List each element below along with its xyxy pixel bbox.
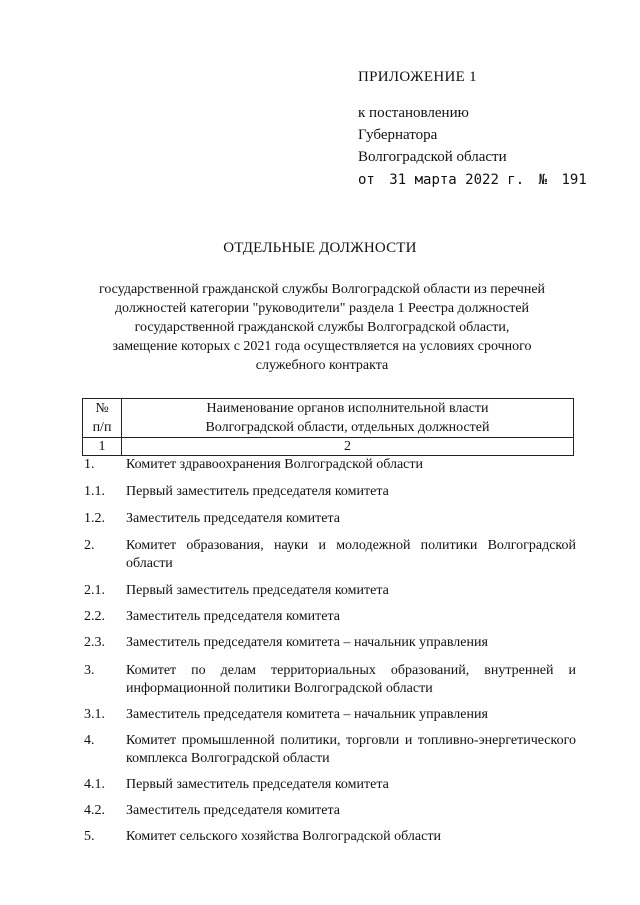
item-text: Комитет сельского хозяйства Волгоградской области <box>126 829 441 844</box>
item-number: 4. <box>84 733 95 748</box>
item-number: 3.1. <box>84 707 105 722</box>
item-number: 1.1. <box>84 484 105 499</box>
number-sign: № <box>538 172 548 188</box>
document-title: ОТДЕЛЬНЫЕ ДОЛЖНОСТИ <box>223 240 417 256</box>
item-number: 2.2. <box>84 609 105 624</box>
item-number: 4.2. <box>84 803 105 818</box>
subtitle-line: государственной гражданской службы Волгоградской области из перечней <box>98 282 546 297</box>
list-item <box>84 582 576 608</box>
subtitle-line: государственной гражданской службы Волгоградской области, <box>134 320 510 335</box>
list-item <box>84 776 576 802</box>
decree-date-line <box>358 172 593 188</box>
item-text: Заместитель председателя комитета – начальник управления <box>126 635 488 650</box>
item-text: Заместитель председателя комитета <box>126 609 340 624</box>
item-text: Первый заместитель председателя комитета <box>126 777 389 792</box>
item-text: Первый заместитель председателя комитета <box>126 484 389 499</box>
item-number: 2. <box>84 538 95 553</box>
header-text: п/п <box>92 420 112 435</box>
item-text: Заместитель председателя комитета – начальник управления <box>126 707 488 722</box>
list-item <box>84 608 576 634</box>
item-text: Комитет здравоохранения Волгоградской области <box>126 457 424 472</box>
item-text: Комитет образования, науки и молодежной политики Волгоградской области <box>126 538 576 571</box>
decree-date: 31 марта 2022 г. <box>389 172 525 188</box>
item-number: 2.3. <box>84 635 105 650</box>
subtitle-line: замещение которых с 2021 года осуществляется на условиях срочного <box>112 339 532 354</box>
list-item <box>84 662 576 706</box>
date-prefix: от <box>358 172 375 188</box>
item-number: 2.1. <box>84 583 105 598</box>
item-text: Комитет по делам территориальных образований, внутренней и информационной политики Волгоградской области <box>126 663 576 696</box>
subtitle-line: служебного контракта <box>255 358 389 373</box>
column-number-cell: 1 <box>83 438 122 456</box>
list-item <box>84 456 576 483</box>
list-item <box>84 510 576 537</box>
item-number: 4.1. <box>84 777 105 792</box>
list-item <box>84 802 576 828</box>
list-item <box>84 732 576 776</box>
item-text: Заместитель председателя комитета <box>126 803 340 818</box>
item-number: 3. <box>84 663 95 678</box>
item-text: Первый заместитель председателя комитета <box>126 583 389 598</box>
document-subtitle <box>72 280 572 375</box>
list-item <box>84 537 576 582</box>
header-cell-number <box>83 399 122 438</box>
list-item <box>84 828 576 852</box>
appendix-line: Волгоградской области <box>358 149 507 165</box>
positions-table-header <box>82 398 574 456</box>
column-number-cell: 2 <box>122 438 574 456</box>
header-text: № <box>95 401 109 416</box>
appendix-line: к постановлению <box>358 105 469 121</box>
list-item <box>84 634 576 662</box>
header-text: Волгоградской области, отдельных должностей <box>205 420 490 435</box>
item-text: Заместитель председателя комитета <box>126 511 340 526</box>
header-text: Наименование органов исполнительной власти <box>206 401 489 416</box>
appendix-line: Губернатора <box>358 127 438 143</box>
decree-number: 191 <box>561 172 587 188</box>
positions-list <box>84 456 576 852</box>
item-number: 1. <box>84 457 95 472</box>
appendix-title: ПРИЛОЖЕНИЕ 1 <box>358 69 477 85</box>
subtitle-line: должностей категории "руководители" раздела 1 Реестра должностей <box>114 301 530 316</box>
list-item <box>84 483 576 510</box>
appendix-block <box>358 66 507 168</box>
item-number: 5. <box>84 829 95 844</box>
item-text: Комитет промышленной политики, торговли и топливно-энергетического комплекса Волгоградской области <box>126 733 576 766</box>
list-item <box>84 706 576 732</box>
header-cell-name <box>122 399 574 438</box>
item-number: 1.2. <box>84 511 105 526</box>
